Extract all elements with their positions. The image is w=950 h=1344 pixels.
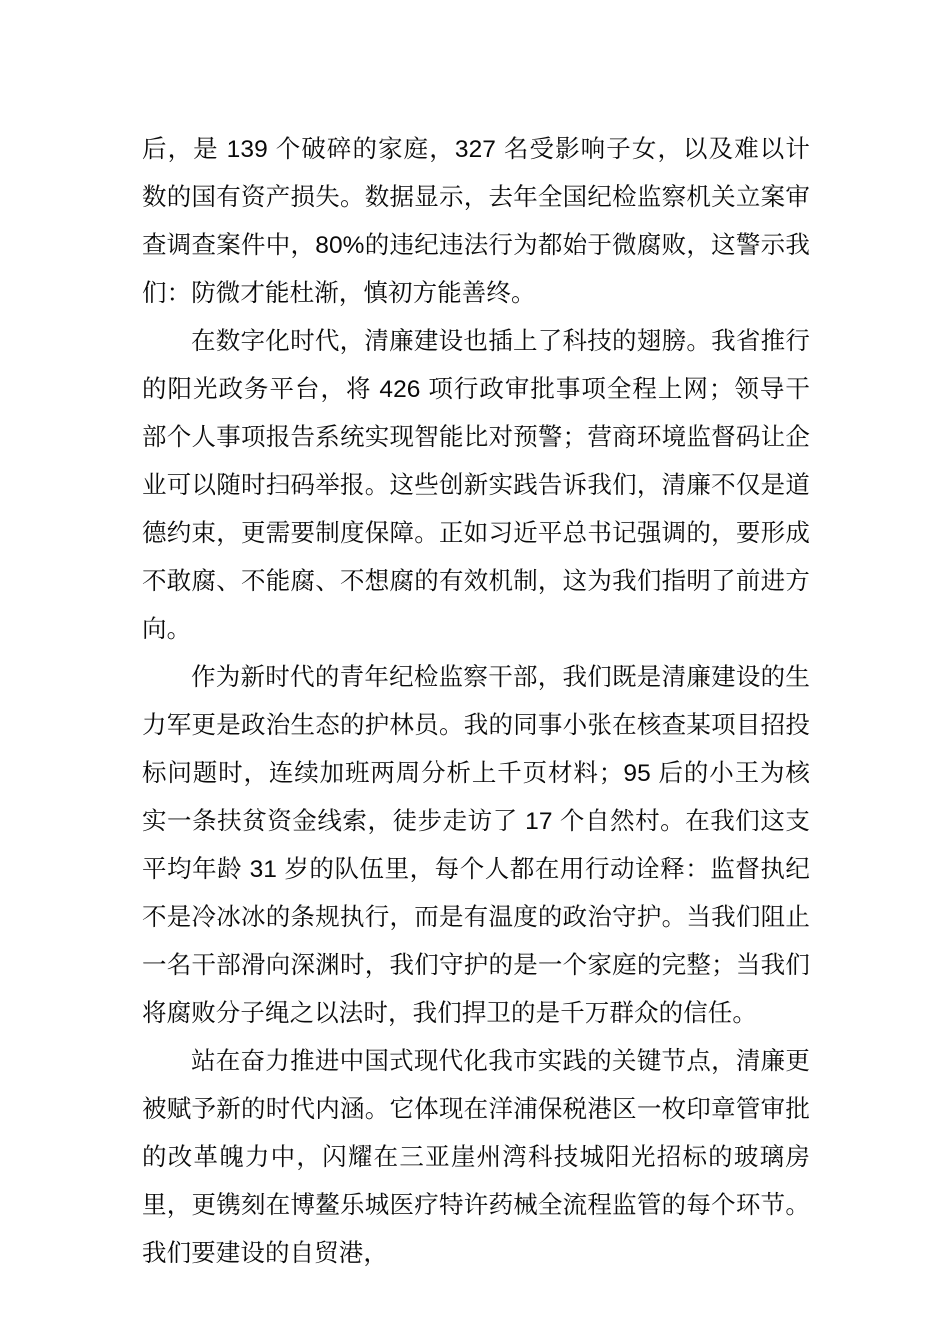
paragraph-1: 后，是 139 个破碎的家庭，327 名受影响子女，以及难以计数的国有资产损失。数据显示，去年全国纪检监察机关立案审查调查案件中，80%的违纪违法行为都始于微腐败，这警示我们：防微才能杜渐，慎初方能善终。 [142, 136, 810, 307]
paragraph-3: 作为新时代的青年纪检监察干部，我们既是清廉建设的生力军更是政治生态的护林员。我的同事小张在核查某项目招投标问题时，连续加班两周分析上千页材料；95 后的小王为核实一条扶贫资金线索，徒步走访了 17 个自然村。在我们这支平均年龄 31 岁的队伍里，每个人都在用行动诠释：监督执纪不是冷冰冰的条规执行，而是有温度的政治守护。当我们阻止一名干部滑向深渊时，我们守护的是一个家庭的完整；当我们将腐败分子绳之以法时，我们捍卫的是千万群众的信任。 [142, 664, 810, 1027]
document-text-body [142, 126, 810, 1278]
paragraph-2: 在数字化时代，清廉建设也插上了科技的翅膀。我省推行的阳光政务平台，将 426 项行政审批事项全程上网；领导干部个人事项报告系统实现智能比对预警；营商环境监督码让企业可以随时扫码举报。这些创新实践告诉我们，清廉不仅是道德约束，更需要制度保障。正如习近平总书记强调的，要形成不敢腐、不能腐、不想腐的有效机制，这为我们指明了前进方向。 [142, 328, 810, 643]
paragraph-4: 站在奋力推进中国式现代化我市实践的关键节点，清廉更被赋予新的时代内涵。它体现在洋浦保税港区一枚印章管审批的改革魄力中，闪耀在三亚崖州湾科技城阳光招标的玻璃房里，更镌刻在博鳌乐城医疗特许药械全流程监管的每个环节。我们要建设的自贸港， [142, 1048, 810, 1267]
